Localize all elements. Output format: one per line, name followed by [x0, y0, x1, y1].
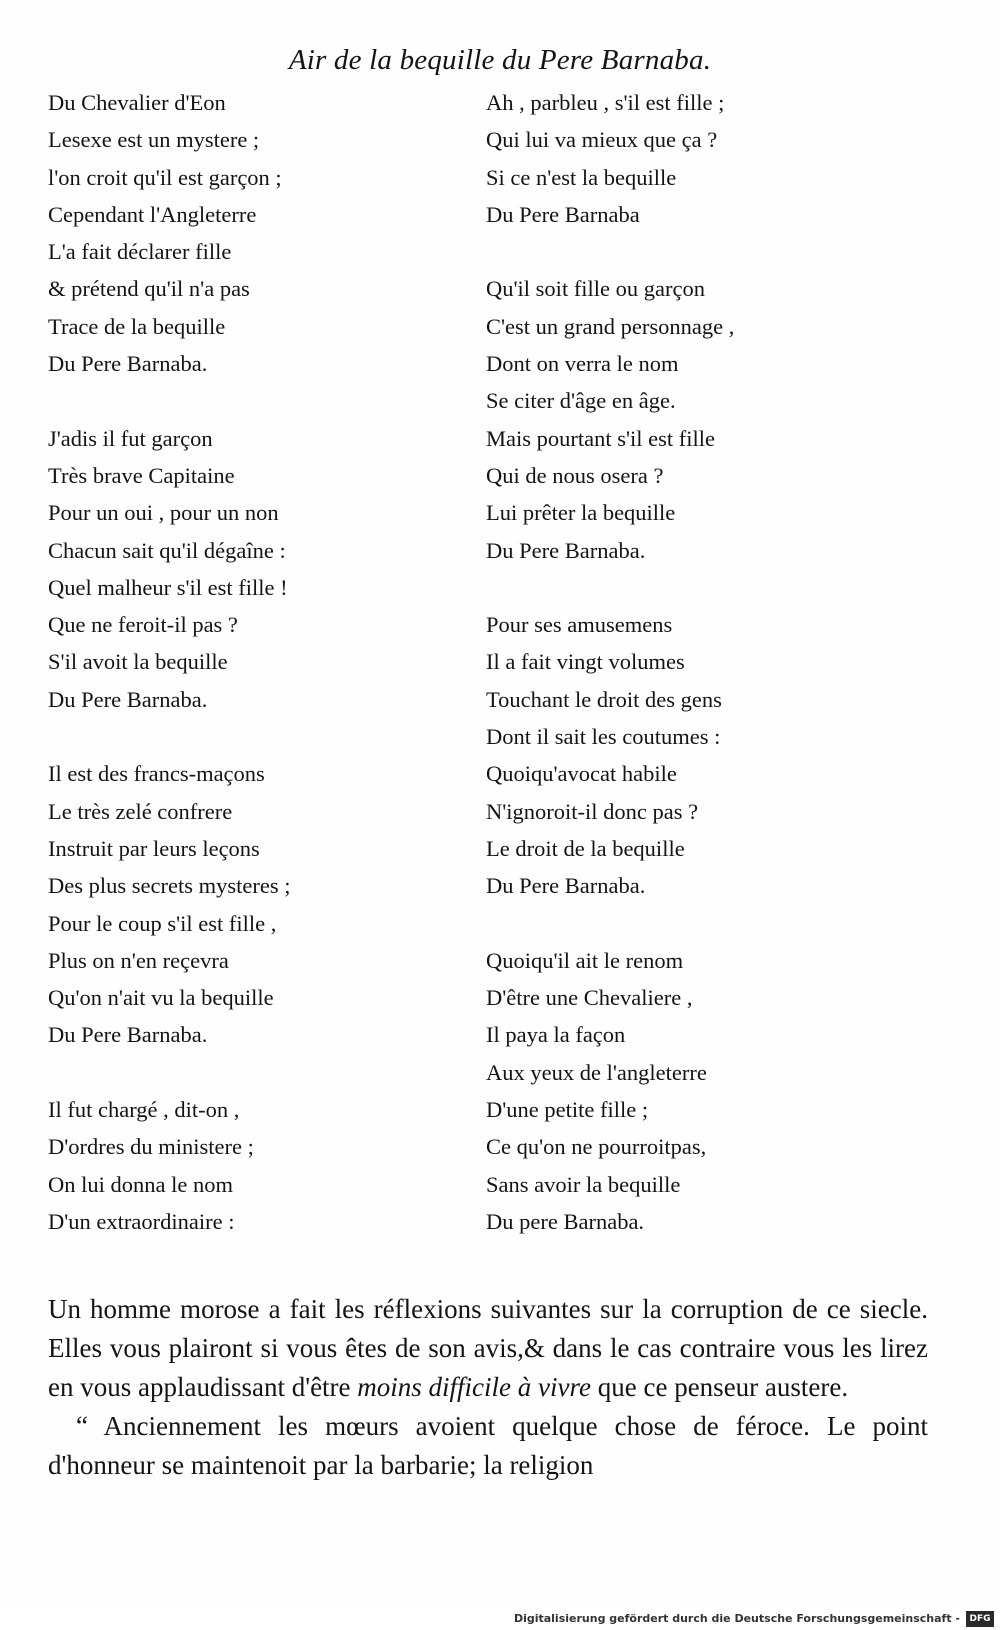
verse-line: Du Pere Barnaba.: [48, 1022, 208, 1048]
verse-line: Du pere Barnaba.: [486, 1208, 645, 1234]
verse-line: Du Pere Barnaba: [486, 201, 640, 227]
verse-line: Quoiqu'il ait le renom: [486, 947, 684, 973]
verse-line: Il fut chargé , dit-on ,: [48, 1097, 240, 1123]
verse-line: Du Chevalier d'Eon: [48, 90, 226, 115]
verse-line: Qui de nous osera ?: [486, 462, 664, 488]
stanza-gap: [486, 569, 906, 606]
verse-line: Aux yeux de l'angleterre: [486, 1059, 707, 1085]
verse-line: Sans avoir la bequille: [486, 1171, 681, 1197]
verse-line: Trace de la bequille: [48, 313, 226, 339]
verse-line: D'une petite fille ;: [486, 1097, 649, 1123]
verse-line: Que ne feroit-il pas ?: [48, 612, 238, 638]
verse-line: Quoiqu'avocat habile: [486, 761, 677, 787]
verse-line: Ce qu'on ne pourroitpas,: [486, 1134, 707, 1160]
verse-line: Il paya la façon: [486, 1022, 626, 1048]
verse-line: Chacun sait qu'il dégaîne :: [48, 537, 286, 563]
verse-line: Touchant le droit des gens: [486, 686, 722, 712]
verse-line: Ah , parbleu , s'il est fille ;: [486, 90, 725, 115]
verse-line: Lui prêter la bequille: [486, 500, 676, 526]
verse-line: Pour le coup s'il est fille ,: [48, 910, 277, 936]
song-title: Air de la bequille du Pere Barnaba.: [288, 44, 712, 76]
verse-line: & prétend qu'il n'a pas: [48, 276, 250, 302]
verse-line: Qui lui va mieux que ça ?: [486, 127, 718, 153]
funding-credit: Digitalisierung gefördert durch die Deutsche Forschungsgemeinschaft -: [513, 1612, 960, 1625]
verse-line: Dont il sait les coutumes :: [486, 724, 721, 750]
prose-text-end: que ce penseur austere.: [591, 1372, 849, 1402]
verse-line: Des plus secrets mysteres ;: [48, 873, 291, 899]
verse-line: Pour ses amusemens: [486, 612, 673, 638]
stanza-gap: [486, 233, 906, 270]
stanza-gap: [486, 905, 906, 942]
verse-line: D'un extraordinaire :: [48, 1208, 235, 1234]
verse-line: Instruit par leurs leçons: [48, 835, 260, 861]
verse-line: Qu'on n'ait vu la bequille: [48, 985, 274, 1011]
verse-line: Pour un oui , pour un non: [48, 500, 279, 526]
verse-line: Il est des francs-maçons: [48, 761, 265, 787]
verse-line: D'ordres du ministere ;: [48, 1134, 254, 1160]
verse-line: N'ignoroit-il donc pas ?: [486, 798, 699, 824]
verse-line: On lui donna le nom: [48, 1171, 233, 1197]
stanza-gap: [48, 718, 468, 755]
verse-line: Du Pere Barnaba.: [48, 686, 208, 712]
verse-line: Si ce n'est la bequille: [486, 164, 677, 190]
verse-line: Cependant l'Angleterre: [48, 201, 257, 227]
prose-text: [48, 1290, 928, 1485]
prose-italic-phrase: moins difficile à vivre: [357, 1372, 591, 1402]
verse-line: D'être une Chevaliere ,: [486, 985, 693, 1011]
dfg-logo: DFG: [966, 1611, 994, 1627]
verse-line: L'a fait déclarer fille: [48, 239, 232, 265]
digitization-footer: [0, 1606, 1000, 1630]
verse-line: Du Pere Barnaba.: [48, 351, 208, 377]
verse-line: S'il avoit la bequille: [48, 649, 228, 675]
verse-column-left: [48, 84, 468, 1240]
verse-column-right: [486, 84, 906, 1240]
verse-line: Qu'il soit fille ou garçon: [486, 276, 706, 302]
verse-line: Se citer d'âge en âge.: [486, 388, 676, 414]
prose-text-start: Un homme morose a fait les réflexions suivantes sur la corruption de ce siecle. Elles vous plairont si vous êtes de son avis,& dans le cas contraire vous les lirez en vous applaudissant d'être: [48, 1294, 928, 1402]
verse-line: l'on croit qu'il est garçon ;: [48, 164, 282, 190]
verse-line: J'adis il fut garçon: [48, 425, 213, 451]
prose-paragraph-1: [48, 1290, 928, 1407]
stanza-gap: [48, 1054, 468, 1091]
verse-line: Il a fait vingt volumes: [486, 649, 685, 675]
verse-line: Le droit de la bequille: [486, 835, 685, 861]
verse-line: Dont on verra le nom: [486, 351, 679, 377]
verse-line: Plus on n'en reçevra: [48, 947, 229, 973]
verse-line: Très brave Capitaine: [48, 462, 235, 488]
verse-line: Du Pere Barnaba.: [486, 537, 646, 563]
verse-line: Lesexe est un mystere ;: [48, 127, 260, 153]
verse-line: Quel malheur s'il est fille !: [48, 574, 288, 600]
verse-line: Du Pere Barnaba.: [486, 873, 646, 899]
verse-line: Mais pourtant s'il est fille: [486, 425, 716, 451]
stanza-gap: [48, 382, 468, 419]
prose-paragraph-2: “ Anciennement les mœurs avoient quelque chose de féroce. Le point d'honneur se maintenoit par la barbarie; la religion: [48, 1411, 928, 1480]
verse-line: C'est un grand personnage ,: [486, 313, 735, 339]
verse-line: Le très zelé confrere: [48, 798, 233, 824]
